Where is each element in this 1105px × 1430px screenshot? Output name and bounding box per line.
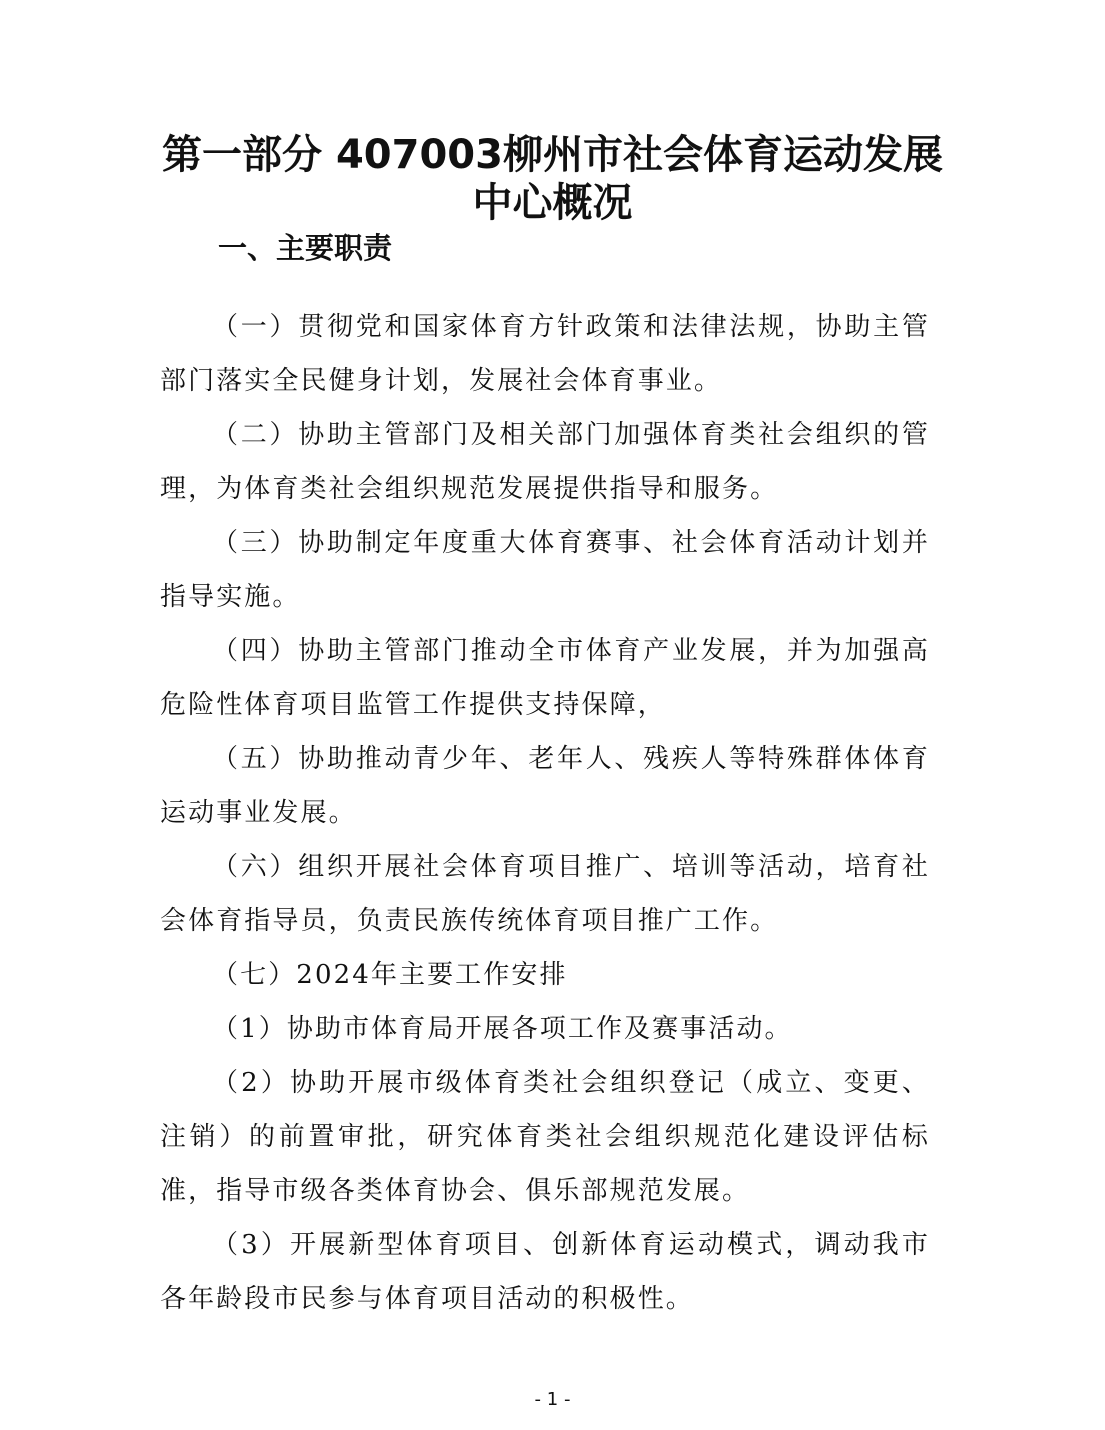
title-line-1: 第一部分 407003柳州市社会体育运动发展 [162, 131, 943, 178]
paragraph-plan-3: （3）开展新型体育项目、创新体育运动模式，调动我市各年龄段市民参与体育项目活动的积极性。 [160, 1230, 930, 1314]
paragraph-duty-4: （四）协助主管部门推动全市体育产业发展，并为加强高危险性体育项目监管工作提供支持保障， [160, 636, 930, 720]
paragraph-plan-2: （2）协助开展市级体育类社会组织登记（成立、变更、注销）的前置审批，研究体育类社会组织规范化建设评估标准，指导市级各类体育协会、俱乐部规范发展。 [160, 1068, 930, 1206]
paragraph-duty-5: （五）协助推动青少年、老年人、残疾人等特殊群体体育运动事业发展。 [160, 744, 930, 828]
title-line-2: 中心概况 [472, 179, 633, 226]
section-heading-main-duties: 一、主要职责 [218, 231, 393, 265]
paragraph-duty-7: （七）2024年主要工作安排 [212, 960, 568, 990]
paragraph-plan-1: （1）协助市体育局开展各项工作及赛事活动。 [212, 1014, 793, 1044]
paragraph-duty-2: （二）协助主管部门及相关部门加强体育类社会组织的管理，为体育类社会组织规范发展提供指导和服务。 [160, 420, 930, 504]
body-text-block [160, 300, 930, 1326]
paragraph-duty-6: （六）组织开展社会体育项目推广、培训等活动，培育社会体育指导员，负责民族传统体育项目推广工作。 [160, 852, 930, 936]
document-title [160, 131, 945, 227]
paragraph-duty-3: （三）协助制定年度重大体育赛事、社会体育活动计划并指导实施。 [160, 528, 930, 612]
page-number: - 1 - [534, 1389, 571, 1410]
paragraph-duty-1: （一）贯彻党和国家体育方针政策和法律法规，协助主管部门落实全民健身计划，发展社会体育事业。 [160, 312, 930, 396]
